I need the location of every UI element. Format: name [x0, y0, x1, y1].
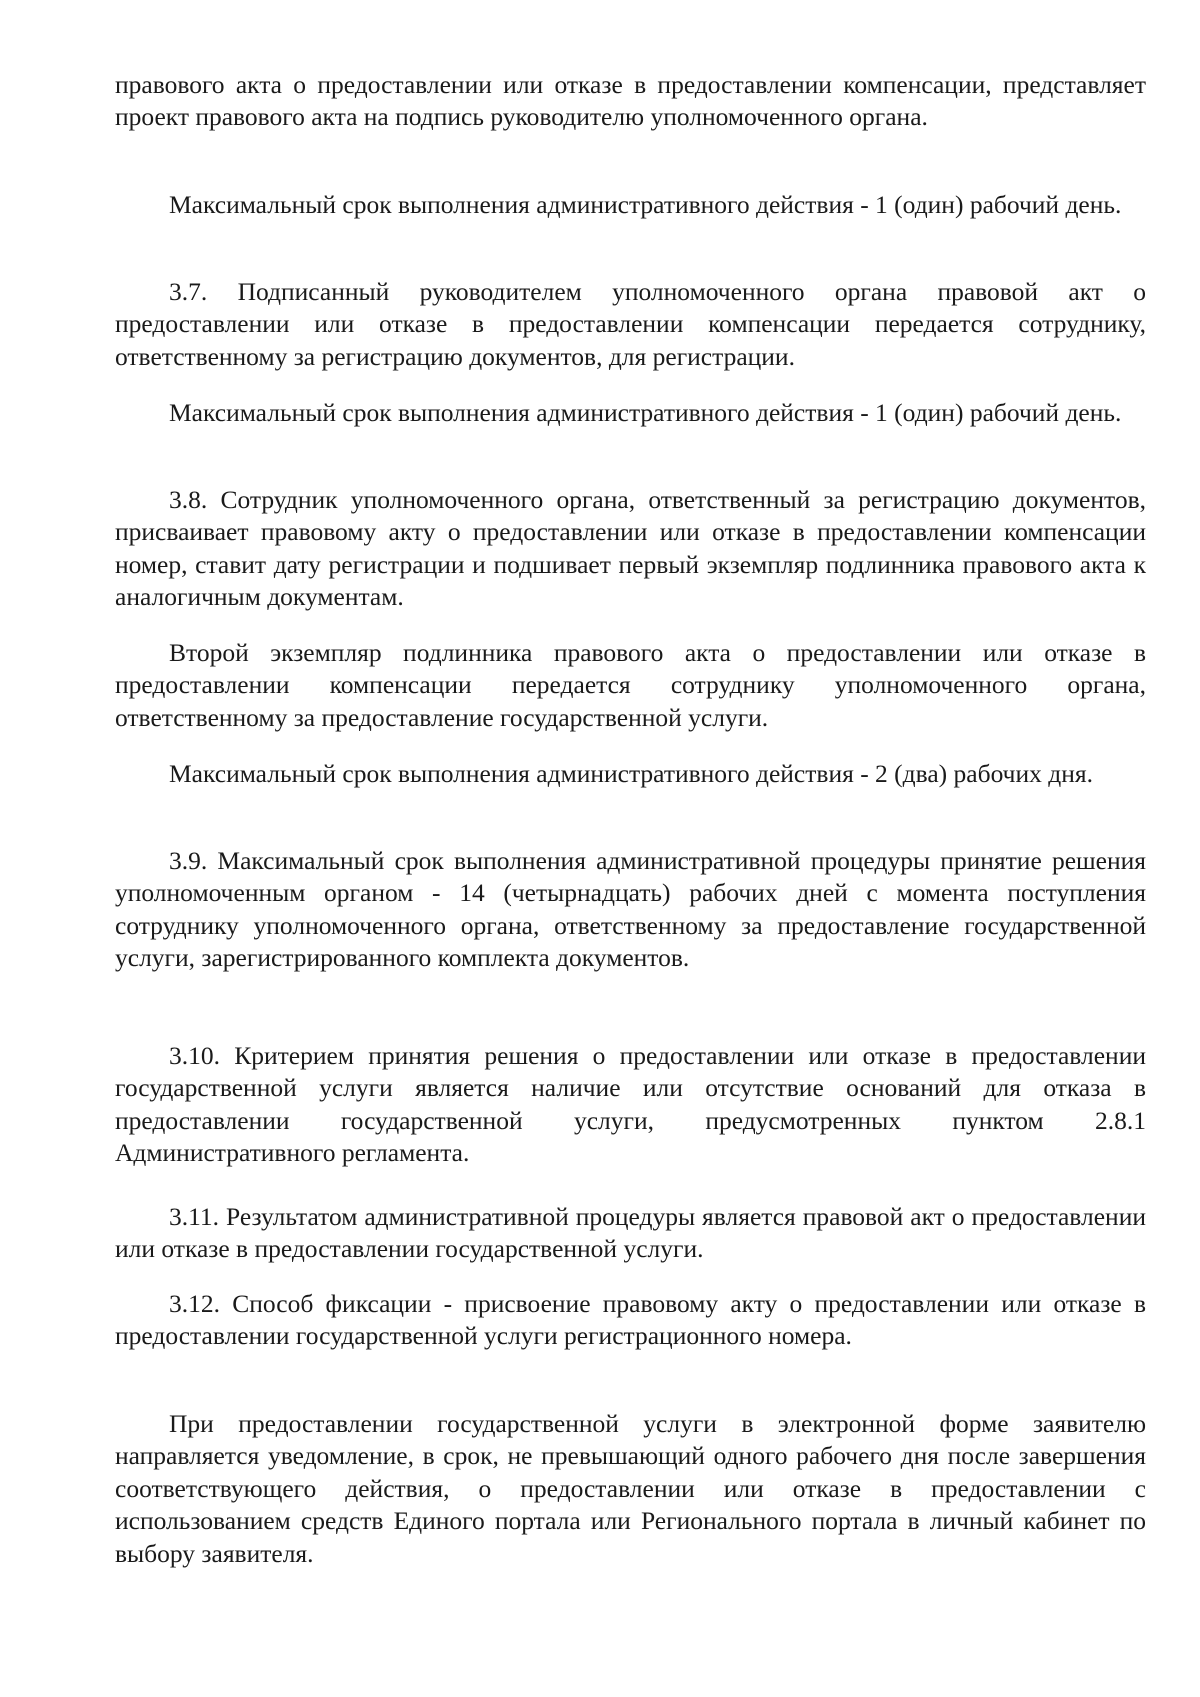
paragraph-deadline-1: Максимальный срок выполнения административного действия - 1 (один) рабочий день.	[169, 190, 1122, 219]
paragraph-3-7: 3.7. Подписанный руководителем уполномоченного органа правовой акт о предоставлении или отказе в предоставлении компенсации передается сотруднику, ответственному за регистрацию документов, для регистрации.	[115, 277, 1146, 371]
paragraph-3-11: 3.11. Результатом административной процедуры является правовой акт о предоставлении или отказе в предоставлении государственной услуги.	[115, 1202, 1146, 1264]
paragraph-3-9: 3.9. Максимальный срок выполнения административной процедуры принятие решения уполномоченным органом - 14 (четырнадцать) рабочих дней с момента поступления сотруднику уполномоченного органа, ответственному за предоставление государственной услуги, зарегистрированного комплекта документов.	[115, 846, 1146, 973]
paragraph-3-10: 3.10. Критерием принятия решения о предоставлении или отказе в предоставлении государственной услуги является наличие или отсутствие оснований для отказа в предоставлении государственной услуги, предусмотренных пунктом 2.8.1 Административного регламента.	[115, 1041, 1146, 1168]
paragraph-deadline-3: Максимальный срок выполнения административного действия - 2 (два) рабочих дня.	[169, 759, 1093, 788]
paragraph-electronic-notice: При предоставлении государственной услуги в электронной форме заявителю направляется уведомление, в срок, не превышающий одного рабочего дня после завершения соответствующего действия, о предоставлении или отказе в предоставлении с использованием средств Единого портала или Регионального портала в личный кабинет по выбору заявителя.	[115, 1409, 1146, 1568]
paragraph-deadline-2: Максимальный срок выполнения административного действия - 1 (один) рабочий день.	[169, 398, 1122, 427]
paragraph-second-copy: Второй экземпляр подлинника правового акта о предоставлении или отказе в предоставлении компенсации передается сотруднику уполномоченного органа, ответственному за предоставление государственной услуги.	[115, 638, 1146, 732]
paragraph-continuation: правового акта о предоставлении или отказе в предоставлении компенсации, представляет проект правового акта на подпись руководителю уполномоченного органа.	[115, 70, 1146, 132]
paragraph-3-12: 3.12. Способ фиксации - присвоение правовому акту о предоставлении или отказе в предоставлении государственной услуги регистрационного номера.	[115, 1289, 1146, 1351]
paragraph-3-8: 3.8. Сотрудник уполномоченного органа, ответственный за регистрацию документов, присваивает правовому акту о предоставлении или отказе в предоставлении компенсации номер, ставит дату регистрации и подшивает первый экземпляр подлинника правового акта к аналогичным документам.	[115, 485, 1146, 612]
